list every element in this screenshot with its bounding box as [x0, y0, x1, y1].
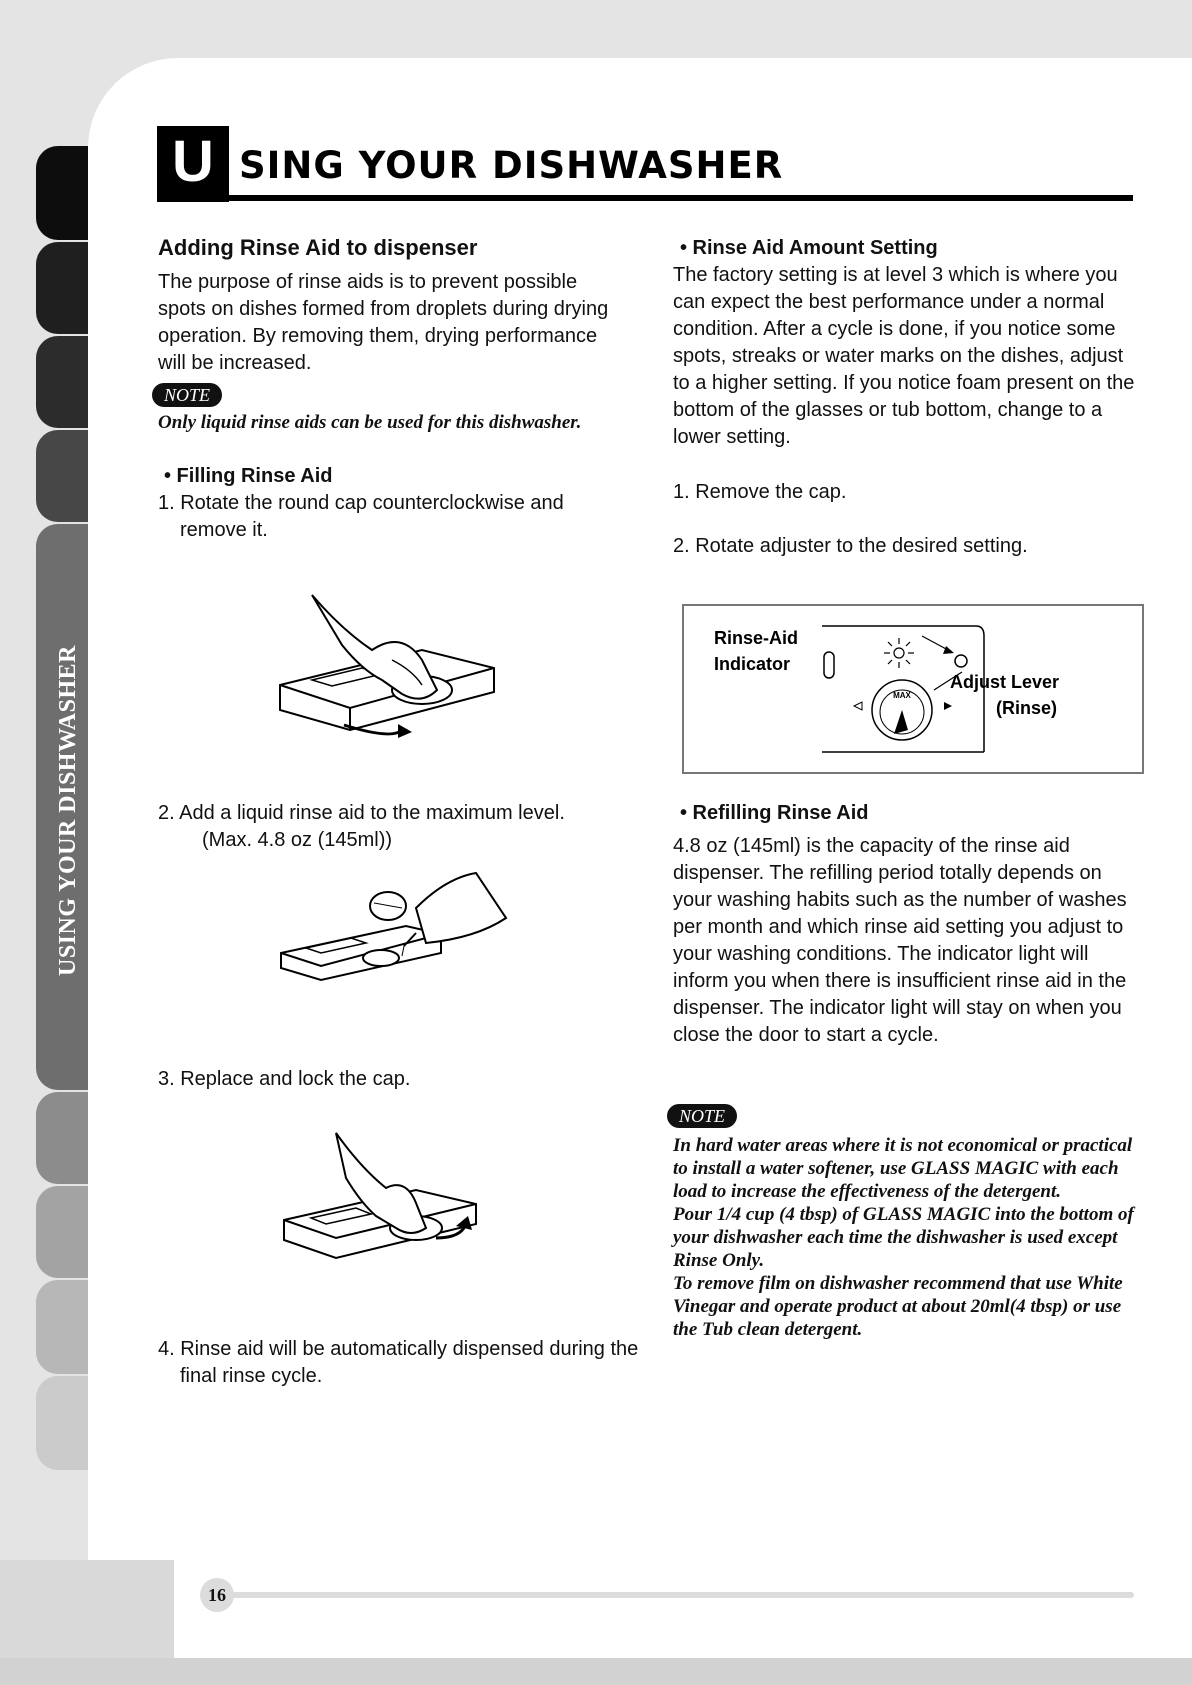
note-text-left: Only liquid rinse aids can be used for this dishwasher. [158, 412, 582, 433]
amount-heading: • Rinse Aid Amount Setting [680, 237, 938, 259]
label-indicator: Indicator [714, 654, 791, 674]
chapter-tab-1[interactable] [36, 146, 88, 240]
chapter-tab-2[interactable] [36, 242, 88, 334]
page-number: 16 [200, 1578, 234, 1612]
filling-step-4: 4. Rinse aid will be automatically dispensed during the final rinse cycle. [158, 1338, 639, 1387]
left-intro [158, 234, 618, 377]
footer-corner [0, 1560, 174, 1658]
rinse-aid-adjuster-diagram [682, 604, 1144, 774]
amount-step-2: 2. Rotate adjuster to the desired setting. [673, 535, 1028, 557]
filling-step-1: 1. Rotate the round cap counterclockwise and remove it. [158, 492, 564, 541]
bottom-strip [0, 1658, 1192, 1685]
intro-text: The purpose of rinse aids is to prevent possible spots on dishes formed from droplets during drying operation. By removing them, drying performance will be increased. [158, 271, 609, 374]
filling-step-3: 3. Replace and lock the cap. [158, 1068, 411, 1090]
section-heading: Adding Rinse Aid to dispenser [158, 235, 478, 260]
label-rinse: (Rinse) [996, 698, 1058, 718]
label-rinse-aid: Rinse-Aid [714, 628, 799, 648]
note-badge-right: NOTE [667, 1104, 737, 1128]
chapter-tab-7[interactable] [36, 1186, 88, 1278]
adjuster-drawing [684, 606, 1142, 772]
lock-cap-illustration [276, 1128, 516, 1268]
chapter-tab-3[interactable] [36, 336, 88, 428]
dial-label: MAX [893, 691, 911, 700]
refill-text: 4.8 oz (145ml) is the capacity of the rinse aid dispenser. The refilling period totally depends on your washing habits such as the number of washes per month and which rinse aid setting you adjust to your washing conditions. The indicator light will inform you when there is insufficient rinse aid in the dispenser. The indicator light will stay on when you close the door to start a cycle. [673, 835, 1127, 1046]
refill-heading: • Refilling Rinse Aid [680, 802, 869, 824]
title-underline [229, 195, 1133, 201]
footer-rule [232, 1592, 1134, 1598]
label-adjust-lever: Adjust Lever [950, 672, 1060, 692]
amount-step-1: 1. Remove the cap. [673, 481, 847, 503]
page-title [157, 126, 1133, 202]
title-text: SING YOUR DISHWASHER [239, 144, 784, 187]
title-initial: U [157, 126, 229, 202]
add-rinse-aid-illustration [276, 868, 516, 1008]
chapter-tab-6[interactable] [36, 1092, 88, 1184]
chapter-tab-4[interactable] [36, 430, 88, 522]
chapter-tab-9[interactable] [36, 1376, 88, 1470]
amount-text: The factory setting is at level 3 which is where you can expect the best performance under a normal condition. After a cycle is done, if you notice some spots, streaks or water marks on the dishes, adjust to a higher setting. If you notice foam present on the bottom of the glasses or tub bottom, change to a lower setting. [673, 264, 1135, 448]
filling-heading: • Filling Rinse Aid [164, 465, 333, 487]
note-badge-left: NOTE [152, 383, 222, 407]
side-tab-label: USING YOUR DISHWASHER [54, 644, 81, 976]
chapter-tab-8[interactable] [36, 1280, 88, 1374]
filling-step-2: 2. Add a liquid rinse aid to the maximum level. (Max. 4.8 oz (145ml)) [158, 802, 565, 851]
remove-cap-illustration [272, 590, 512, 760]
note-text-right: In hard water areas where it is not economical or practical to install a water softener, use GLASS MAGIC with each load to increase the effectiveness of the detergent. Pour 1/4 cup (4 tbsp) of GLASS MAGIC into the bottom of your dishwasher each time the dishwasher is used except Rinse Only. To remove film on dishwasher recommend that use White Vinegar and operate product at about 20ml(4 tbsp) or use the Tub clean detergent. [673, 1135, 1134, 1340]
page-footer-area [174, 1560, 1192, 1658]
